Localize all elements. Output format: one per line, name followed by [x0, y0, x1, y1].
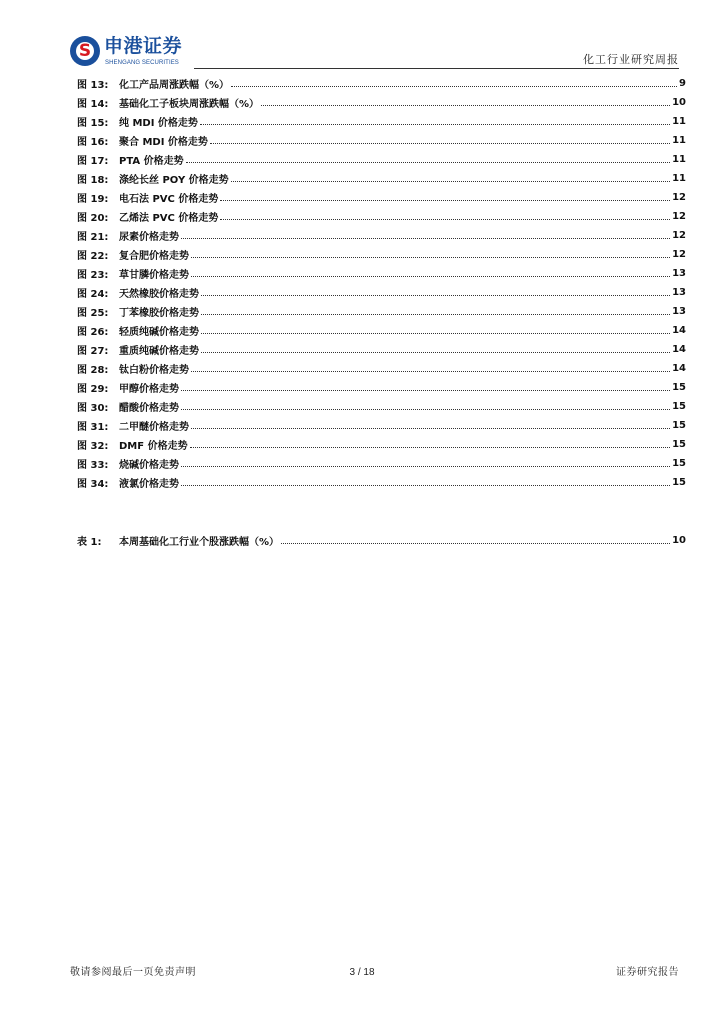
figure-entry[interactable]: [77, 359, 686, 378]
figure-entry-title: 甲醇价格走势: [119, 384, 179, 395]
figure-entry-page: 9: [679, 78, 686, 89]
figure-entry-page: 12: [672, 192, 686, 203]
figure-entry[interactable]: [77, 169, 686, 188]
figure-entry[interactable]: [77, 150, 686, 169]
figure-entry-page: 11: [672, 154, 686, 165]
figure-entry-page: 12: [672, 249, 686, 260]
figure-entry-title: 液氯价格走势: [119, 479, 179, 490]
figure-entry-page: 12: [672, 230, 686, 241]
dot-leader: [210, 143, 670, 144]
figure-entry-label: 图 26:: [77, 327, 109, 338]
figure-entry[interactable]: [77, 473, 686, 492]
figure-entry-label: 图 14:: [77, 99, 109, 110]
figure-entry-title: 涤纶长丝 POY 价格走势: [119, 175, 229, 186]
dot-leader: [191, 371, 670, 372]
figure-entry-label: 图 19:: [77, 194, 109, 205]
figure-entry-page: 11: [672, 135, 686, 146]
figure-entry[interactable]: [77, 131, 686, 150]
figure-entry-label: 图 22:: [77, 251, 109, 262]
figure-entry-label: 图 33:: [77, 460, 109, 471]
dot-leader: [231, 86, 677, 87]
figure-entry[interactable]: [77, 454, 686, 473]
figure-entry[interactable]: [77, 340, 686, 359]
dot-leader: [191, 276, 670, 277]
dot-leader: [186, 162, 670, 163]
figure-entry-label: 图 25:: [77, 308, 109, 319]
table-entry-label: 表 1:: [77, 537, 102, 548]
figure-entry-page: 11: [672, 116, 686, 127]
figure-entry-page: 13: [672, 306, 686, 317]
figure-entry-page: 15: [672, 382, 686, 393]
figure-entry-label: 图 34:: [77, 479, 109, 490]
figure-entry-label: 图 20:: [77, 213, 109, 224]
figure-entry-label: 图 15:: [77, 118, 109, 129]
figure-entry-label: 图 16:: [77, 137, 109, 148]
company-logo: [70, 36, 200, 68]
figure-entry-title: 尿素价格走势: [119, 232, 179, 243]
dot-leader: [281, 543, 670, 544]
figure-entry[interactable]: [77, 226, 686, 245]
figure-entry-label: 图 31:: [77, 422, 109, 433]
figure-entry[interactable]: [77, 93, 686, 112]
logo-english-name: SHENGANG SECURITIES: [105, 60, 179, 66]
dot-leader: [191, 428, 670, 429]
dot-leader: [190, 447, 671, 448]
dot-leader: [201, 295, 670, 296]
page-number: 3 / 18: [349, 967, 375, 978]
figure-entry[interactable]: [77, 112, 686, 131]
figure-entry[interactable]: [77, 74, 686, 93]
figure-entry-title: 电石法 PVC 价格走势: [119, 194, 219, 205]
figure-entry-title: 复合肥价格走势: [119, 251, 189, 262]
figure-entry[interactable]: [77, 321, 686, 340]
figure-entry-label: 图 21:: [77, 232, 109, 243]
figure-entry-title: DMF 价格走势: [119, 441, 188, 452]
dot-leader: [231, 181, 670, 182]
figure-entry-page: 10: [672, 97, 686, 108]
figure-entry-title: 基础化工子板块周涨跌幅（%）: [119, 99, 260, 110]
figure-entry-page: 15: [672, 458, 686, 469]
dot-leader: [220, 200, 670, 201]
figure-entry-label: 图 17:: [77, 156, 109, 167]
figure-entry-title: 二甲醚价格走势: [119, 422, 189, 433]
figure-entry-label: 图 30:: [77, 403, 109, 414]
figure-entry-page: 14: [672, 325, 686, 336]
figure-entry[interactable]: [77, 264, 686, 283]
figure-entry-label: 图 27:: [77, 346, 109, 357]
table-entry[interactable]: [77, 531, 686, 550]
dot-leader: [201, 352, 670, 353]
dot-leader: [261, 105, 670, 106]
figure-entry-page: 14: [672, 363, 686, 374]
figure-entry-title: 轻质纯碱价格走势: [119, 327, 199, 338]
page-header: [0, 0, 724, 72]
figure-entry-title: PTA 价格走势: [119, 156, 184, 167]
figure-entry-title: 化工产品周涨跌幅（%）: [119, 80, 230, 91]
figure-entry[interactable]: [77, 302, 686, 321]
figure-entry-label: 图 18:: [77, 175, 109, 186]
figure-entry-page: 12: [672, 211, 686, 222]
figure-entry-label: 图 23:: [77, 270, 109, 281]
dot-leader: [181, 390, 670, 391]
figure-entry[interactable]: [77, 283, 686, 302]
figure-entry-title: 草甘膦价格走势: [119, 270, 189, 281]
dot-leader: [181, 466, 670, 467]
figure-entry-title: 钛白粉价格走势: [119, 365, 189, 376]
report-type-label: 化工行业研究周报: [583, 53, 679, 66]
figure-entry-label: 图 28:: [77, 365, 109, 376]
figure-entry[interactable]: [77, 378, 686, 397]
figure-entry-page: 14: [672, 344, 686, 355]
figure-entry-page: 15: [672, 477, 686, 488]
page-footer: [0, 960, 724, 990]
logo-chinese-name: 申港证券: [104, 35, 183, 57]
dot-leader: [181, 409, 670, 410]
dot-leader: [220, 219, 670, 220]
figure-entry-page: 13: [672, 268, 686, 279]
dot-leader: [191, 257, 670, 258]
figure-entry-label: 图 32:: [77, 441, 109, 452]
figure-entry-label: 图 13:: [77, 80, 109, 91]
table-entry-page: 10: [672, 535, 686, 546]
dot-leader: [200, 124, 670, 125]
figure-entry-page: 13: [672, 287, 686, 298]
figure-entry-title: 天然橡胶价格走势: [119, 289, 199, 300]
figure-entry-title: 乙烯法 PVC 价格走势: [119, 213, 219, 224]
dot-leader: [181, 238, 670, 239]
figure-entry[interactable]: [77, 188, 686, 207]
figure-entry-label: 图 24:: [77, 289, 109, 300]
figure-entry[interactable]: [77, 435, 686, 454]
figure-entry-title: 纯 MDI 价格走势: [119, 118, 198, 129]
dot-leader: [201, 333, 670, 334]
footer-doc-category: 证券研究报告: [616, 967, 679, 978]
figure-entry[interactable]: [77, 245, 686, 264]
figure-entry-page: 15: [672, 401, 686, 412]
figure-entry[interactable]: [77, 397, 686, 416]
figure-entry-page: 15: [672, 420, 686, 431]
dot-leader: [201, 314, 670, 315]
header-divider: [194, 68, 679, 69]
figure-entry-title: 烧碱价格走势: [119, 460, 179, 471]
figure-entry-label: 图 29:: [77, 384, 109, 395]
figure-entry-page: 11: [672, 173, 686, 184]
figure-entry-title: 丁苯橡胶价格走势: [119, 308, 199, 319]
figure-entry[interactable]: [77, 416, 686, 435]
footer-disclaimer: 敬请参阅最后一页免责声明: [70, 967, 196, 978]
figure-entry[interactable]: [77, 207, 686, 226]
table-entry-title: 本周基础化工行业个股涨跌幅（%）: [119, 537, 280, 548]
figure-entry-title: 聚合 MDI 价格走势: [119, 137, 208, 148]
figure-entry-title: 重质纯碱价格走势: [119, 346, 199, 357]
logo-emblem-icon: S: [70, 36, 100, 66]
figure-entry-title: 醋酸价格走势: [119, 403, 179, 414]
dot-leader: [181, 485, 670, 486]
figure-entry-page: 15: [672, 439, 686, 450]
